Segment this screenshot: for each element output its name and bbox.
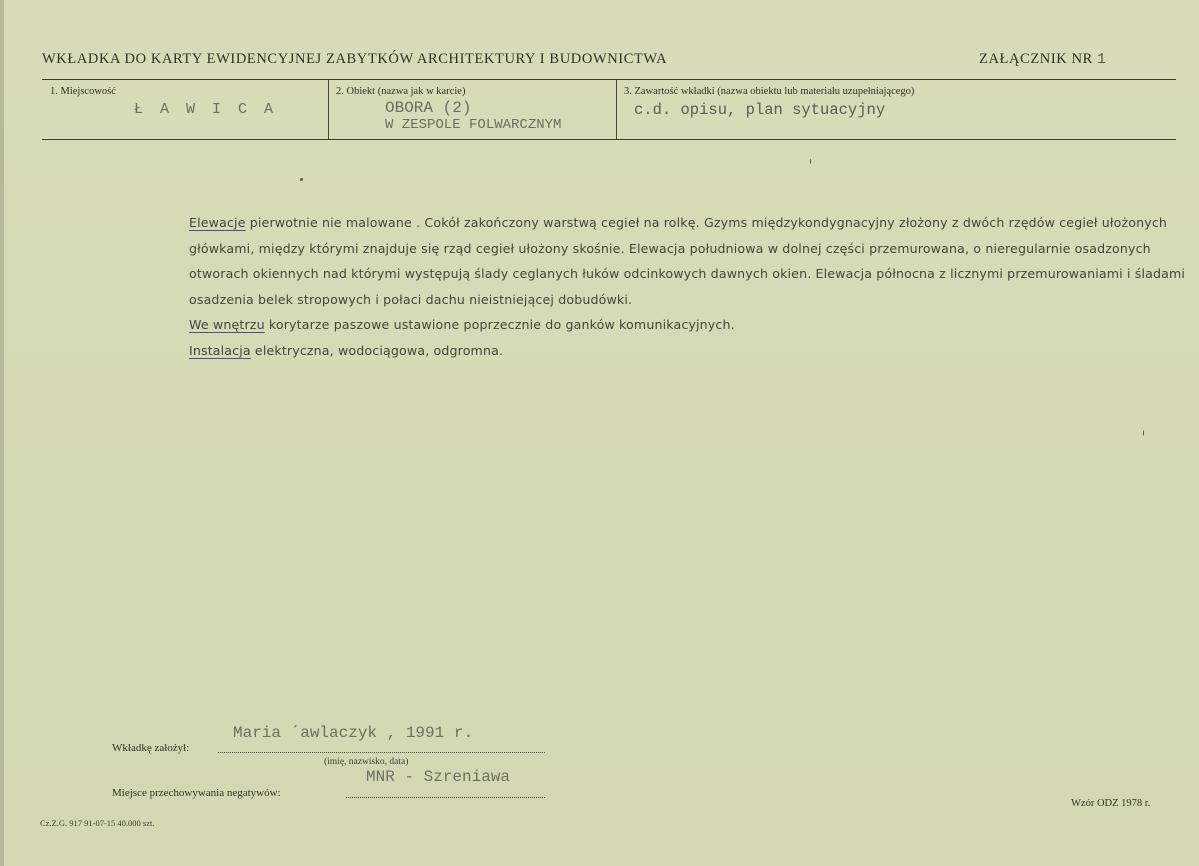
content-value: c.d. opisu, plan sytuacyjny xyxy=(634,101,886,119)
model-note: Wzór ODZ 1978 r. xyxy=(1071,798,1151,809)
paragraph-installations xyxy=(189,338,1189,364)
installations-heading: Instalacja xyxy=(189,342,251,358)
founder-value: Maria ˊawlaczyk , 1991 r. xyxy=(233,724,474,742)
annex-label-text: ZAŁĄCZNIK NR xyxy=(979,51,1093,67)
elevations-heading: Elewacje xyxy=(189,215,246,230)
paper-speck xyxy=(300,178,303,181)
founder-hint: (imię, nazwisko, data) xyxy=(324,757,409,767)
installations-text: elektryczna, wodociągowa, odgromna. xyxy=(250,342,504,358)
negatives-value: MNR - Szreniawa xyxy=(366,768,511,786)
paper-speck xyxy=(810,159,811,164)
content-label: 3. Zawartość wkładki (nazwa obiektu lub materiału uzupełniającego) xyxy=(624,86,915,97)
header-divider-1 xyxy=(328,80,329,139)
founder-label: Wkładkę założył: xyxy=(112,742,190,754)
paper-speck xyxy=(1143,430,1144,436)
locality-label: 1. Miejscowość xyxy=(50,86,116,97)
print-note: Cz.Z.G. 917 91-07-15 40.000 szt. xyxy=(40,818,155,828)
founder-dotted-line xyxy=(218,752,545,753)
paragraph-elevations xyxy=(189,210,1189,312)
object-label: 2. Obiekt (nazwa jak w karcie) xyxy=(336,86,466,97)
form-title: WKŁADKA DO KARTY EWIDENCYJNEJ ZABYTKÓW ARCHITEKTURY I BUDOWNICTWA xyxy=(42,51,668,67)
annex-number: 1 xyxy=(1097,52,1107,68)
negatives-dotted-line xyxy=(346,797,545,798)
header-bottom-rule xyxy=(42,139,1176,140)
header-divider-2 xyxy=(616,80,617,139)
object-value-line-1: OBORA (2) xyxy=(385,99,472,117)
header-top-rule xyxy=(42,79,1176,80)
object-value-line-2: W ZESPOLE FOLWARCZNYM xyxy=(385,117,562,133)
paragraph-interior xyxy=(189,312,1189,338)
elevations-text: pierwotnie nie malowane . Cokół zakończony warstwą cegieł na rolkę. Gzyms międzykondygnacyjny złożony z dwóch rzędów cegieł ułożonych główkami, między którymi znajduje się rząd cegieł ułożony skośnie. Elewacja południowa w dolnej części przemurowana, o nieregularnie osadzonych otworach okiennych nad którymi występują ślady ceglanych łuków odcinkowych dawnych okien. Elewacja północna z licznymi przemurowaniami i śladami osadzenia belek stropowych i połaci dachu nieistniejącej dobudówki. xyxy=(189,215,1186,307)
locality-value: Ł A W I C A xyxy=(134,101,278,118)
negatives-label: Miejsce przechowywania negatywów: xyxy=(112,787,281,799)
description-body xyxy=(189,210,1189,364)
annex-label xyxy=(979,51,1106,68)
interior-heading: We wnętrzu xyxy=(189,317,265,333)
interior-text: korytarze paszowe ustawione poprzecznie do ganków komunikacyjnych. xyxy=(264,317,735,333)
